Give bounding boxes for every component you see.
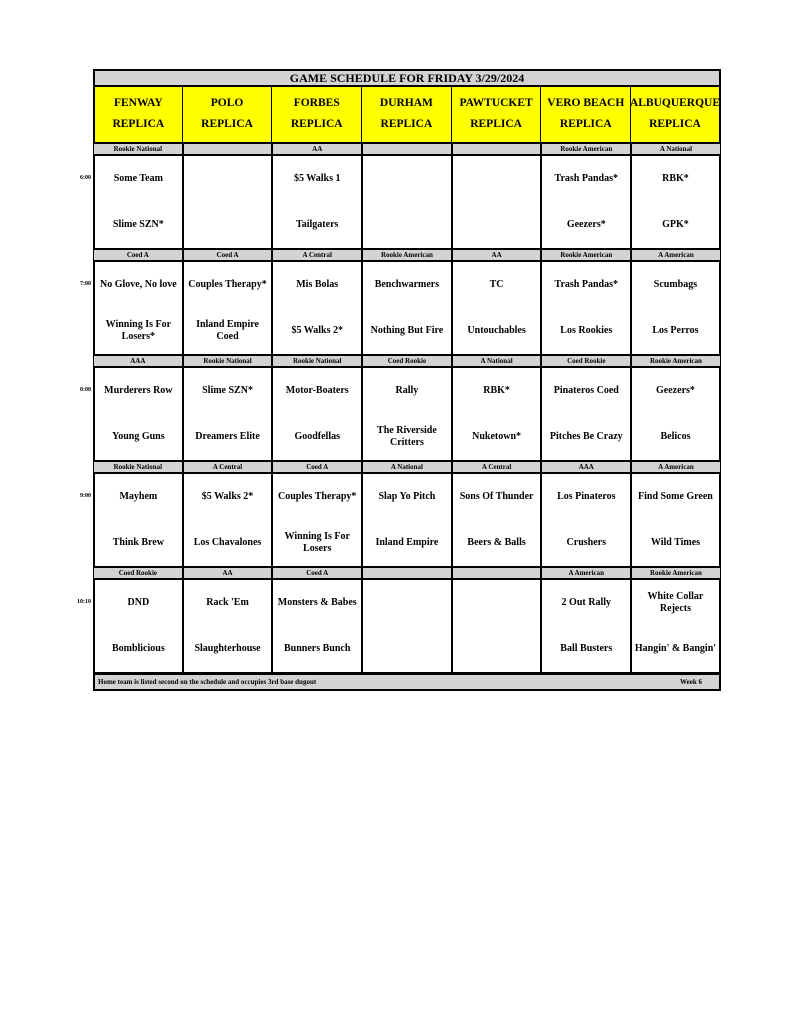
division-label: AAA <box>93 355 183 367</box>
game-cell <box>452 473 542 567</box>
game-cell <box>362 261 452 355</box>
home-team: Think Brew <box>112 537 164 548</box>
home-team: GPK* <box>662 219 689 230</box>
division-row <box>93 355 721 367</box>
home-team: Tailgaters <box>296 219 339 230</box>
away-team: White Collar Rejects <box>647 591 704 614</box>
venue-subtitle: REPLICA <box>112 117 165 130</box>
schedule-title: GAME SCHEDULE FOR FRIDAY 3/29/2024 <box>93 69 721 87</box>
game-cell <box>631 367 721 461</box>
game-cell <box>93 261 183 355</box>
venue-name: VERO BEACH <box>547 97 625 110</box>
away-team: Scumbags <box>653 279 698 290</box>
away-team: Trash Pandas* <box>554 279 618 290</box>
division-label: Coed A <box>183 249 273 261</box>
division-label: Coed A <box>272 567 362 579</box>
home-team: Slime SZN* <box>112 219 164 230</box>
division-label: Rookie National <box>183 355 273 367</box>
division-label: AAA <box>541 461 631 473</box>
home-team: Belicos <box>660 431 691 442</box>
away-team: Pinateros Coed <box>553 385 619 396</box>
away-team: $5 Walks 2* <box>201 491 254 502</box>
time-label: 7:00 <box>80 281 91 287</box>
game-cell <box>452 579 542 673</box>
home-team: Inland Empire Coed <box>196 319 259 342</box>
venue-subtitle: REPLICA <box>380 117 433 130</box>
game-cell <box>183 579 273 673</box>
away-team: Mayhem <box>119 491 158 502</box>
game-cell <box>452 367 542 461</box>
division-label: A National <box>362 461 452 473</box>
away-team <box>184 156 272 202</box>
away-team: Slap Yo Pitch <box>378 491 436 502</box>
division-label: Rookie National <box>272 355 362 367</box>
away-team <box>363 580 451 626</box>
away-team: 2 Out Rally <box>561 597 611 608</box>
away-team: Couples Therapy* <box>277 491 357 502</box>
home-team: The Riverside Critters <box>377 425 437 448</box>
division-label <box>362 143 452 155</box>
game-cell <box>541 473 631 567</box>
division-label: AA <box>272 143 362 155</box>
footer-note: Home team is listed second on the schedule and occupies 3rd base dugout <box>98 678 317 686</box>
away-team: Sons Of Thunder <box>459 491 534 502</box>
time-slot <box>80 249 721 355</box>
home-team <box>184 202 272 248</box>
game-row <box>93 579 721 673</box>
away-team: Rally <box>395 385 419 396</box>
away-team: No Glove, No love <box>100 279 177 290</box>
division-label: AA <box>452 249 542 261</box>
footer-week: Week 6 <box>680 678 702 686</box>
game-cell <box>362 473 452 567</box>
schedule-footer <box>93 673 721 691</box>
game-cell <box>631 261 721 355</box>
venue-name: FORBES <box>293 97 340 110</box>
venue-header <box>93 87 183 143</box>
game-cell <box>183 473 273 567</box>
game-cell <box>93 367 183 461</box>
division-row <box>93 249 721 261</box>
venue-subtitle: REPLICA <box>559 117 612 130</box>
home-team: Nuketown* <box>472 431 522 442</box>
away-team: Monsters & Babes <box>277 597 357 608</box>
division-label: A National <box>452 355 542 367</box>
division-label: Coed A <box>93 249 183 261</box>
division-label: Coed Rookie <box>93 567 183 579</box>
home-team: Los Perros <box>652 325 699 336</box>
game-cell <box>272 261 362 355</box>
time-slots <box>77 143 721 673</box>
home-team: Los Chavalones <box>193 537 262 548</box>
division-label: AA <box>183 567 273 579</box>
game-cell <box>272 367 362 461</box>
away-team: RBK* <box>662 173 689 184</box>
away-team: Trash Pandas* <box>554 173 618 184</box>
away-team: Some Team <box>113 173 163 184</box>
home-team: Winning Is For Losers <box>284 531 350 554</box>
game-cell <box>183 155 273 249</box>
time-slot <box>80 355 721 461</box>
time-label: 8:00 <box>80 387 91 393</box>
game-cell <box>272 155 362 249</box>
away-team: DND <box>127 597 150 608</box>
division-label: Coed Rookie <box>362 355 452 367</box>
home-team: Pitches Be Crazy <box>549 431 623 442</box>
venue-header <box>631 87 721 143</box>
time-label: 10:10 <box>77 599 91 605</box>
division-label: A Central <box>272 249 362 261</box>
home-team <box>453 202 541 248</box>
division-row <box>93 461 721 473</box>
game-cell <box>631 473 721 567</box>
home-team: Goodfellas <box>294 431 340 442</box>
game-cell <box>362 155 452 249</box>
division-label: Coed Rookie <box>541 355 631 367</box>
venue-header <box>541 87 631 143</box>
away-team: Geezers* <box>656 385 695 396</box>
venue-header <box>452 87 542 143</box>
game-cell <box>541 579 631 673</box>
time-label: 6:00 <box>80 175 91 181</box>
division-label <box>362 567 452 579</box>
away-team <box>363 156 451 202</box>
venue-subtitle: REPLICA <box>201 117 253 130</box>
division-label: Rookie American <box>541 143 631 155</box>
game-row <box>93 261 721 355</box>
home-team <box>363 626 451 672</box>
division-label: Rookie National <box>93 461 183 473</box>
home-team: Inland Empire <box>375 537 439 548</box>
away-team <box>453 156 541 202</box>
time-slot <box>80 461 721 567</box>
division-label: A American <box>541 567 631 579</box>
home-team: Wild Times <box>650 537 701 548</box>
division-label: A Central <box>452 461 542 473</box>
game-cell <box>93 473 183 567</box>
away-team: Benchwarmers <box>374 279 440 290</box>
game-cell <box>183 367 273 461</box>
division-label <box>452 143 542 155</box>
game-cell <box>272 473 362 567</box>
division-label: A American <box>631 461 721 473</box>
game-cell <box>452 261 542 355</box>
venue-name: POLO <box>210 97 244 110</box>
home-team <box>453 626 541 672</box>
game-row <box>93 473 721 567</box>
home-team: Bunners Bunch <box>284 643 351 654</box>
home-team: Young Guns <box>112 431 165 442</box>
time-slot <box>77 567 721 673</box>
venue-name: ALBUQUERQUE <box>629 97 721 110</box>
time-label: 9:00 <box>80 493 91 499</box>
venue-header <box>362 87 452 143</box>
home-team: Slaughterhouse <box>194 643 261 654</box>
away-team: Slime SZN* <box>202 385 253 396</box>
away-team: Los Pinateros <box>557 491 616 502</box>
division-label <box>452 567 542 579</box>
venue-name: DURHAM <box>379 97 433 110</box>
division-row <box>93 143 721 155</box>
home-team: Winning Is For Losers* <box>105 319 172 342</box>
game-cell <box>362 579 452 673</box>
division-label: Rookie American <box>631 567 721 579</box>
home-team: Bomblicious <box>111 643 165 654</box>
home-team: Crushers <box>566 537 606 548</box>
game-cell <box>541 155 631 249</box>
division-label: Rookie American <box>541 249 631 261</box>
division-label: Coed A <box>272 461 362 473</box>
game-row <box>93 155 721 249</box>
away-team: Murderers Row <box>104 385 173 396</box>
home-team: $5 Walks 2* <box>291 325 343 336</box>
away-team: $5 Walks 1 <box>293 173 341 184</box>
game-cell <box>541 367 631 461</box>
time-slot <box>80 143 721 249</box>
home-team: Nothing But Fire <box>370 325 444 336</box>
venue-header <box>183 87 273 143</box>
away-team <box>453 580 541 626</box>
venue-header-row <box>93 87 721 143</box>
home-team: Untouchables <box>467 325 526 336</box>
game-cell <box>631 579 721 673</box>
schedule-table <box>77 69 721 691</box>
venue-name: FENWAY <box>113 97 163 110</box>
game-cell <box>541 261 631 355</box>
home-team: Ball Busters <box>560 643 613 654</box>
home-team: Geezers* <box>566 219 606 230</box>
away-team: RBK* <box>483 385 510 396</box>
home-team: Hangin' & Bangin' <box>634 643 717 654</box>
game-cell <box>93 155 183 249</box>
game-cell <box>183 261 273 355</box>
venue-name: PAWTUCKET <box>459 97 533 110</box>
away-team: Find Some Green <box>638 491 713 502</box>
home-team <box>363 202 451 248</box>
home-team: Los Rookies <box>560 325 613 336</box>
game-cell <box>452 155 542 249</box>
division-label <box>183 143 273 155</box>
away-team: TC <box>489 279 504 290</box>
away-team: Motor-Boaters <box>285 385 349 396</box>
venue-subtitle: REPLICA <box>649 117 701 130</box>
division-label: A Central <box>183 461 273 473</box>
division-label: A National <box>631 143 721 155</box>
division-label: Rookie American <box>362 249 452 261</box>
away-team: Mis Bolas <box>296 279 339 290</box>
venue-subtitle: REPLICA <box>290 117 343 130</box>
venue-header <box>272 87 362 143</box>
away-team: Rack 'Em <box>206 597 249 608</box>
game-cell <box>272 579 362 673</box>
division-label: A American <box>631 249 721 261</box>
game-cell <box>362 367 452 461</box>
away-team: Couples Therapy* <box>188 279 267 290</box>
division-label: Rookie National <box>93 143 183 155</box>
division-label: Rookie American <box>631 355 721 367</box>
game-cell <box>93 579 183 673</box>
division-row <box>93 567 721 579</box>
game-cell <box>631 155 721 249</box>
home-team: Dreamers Elite <box>195 431 260 442</box>
game-row <box>93 367 721 461</box>
venue-subtitle: REPLICA <box>470 117 522 130</box>
home-team: Beers & Balls <box>467 537 526 548</box>
